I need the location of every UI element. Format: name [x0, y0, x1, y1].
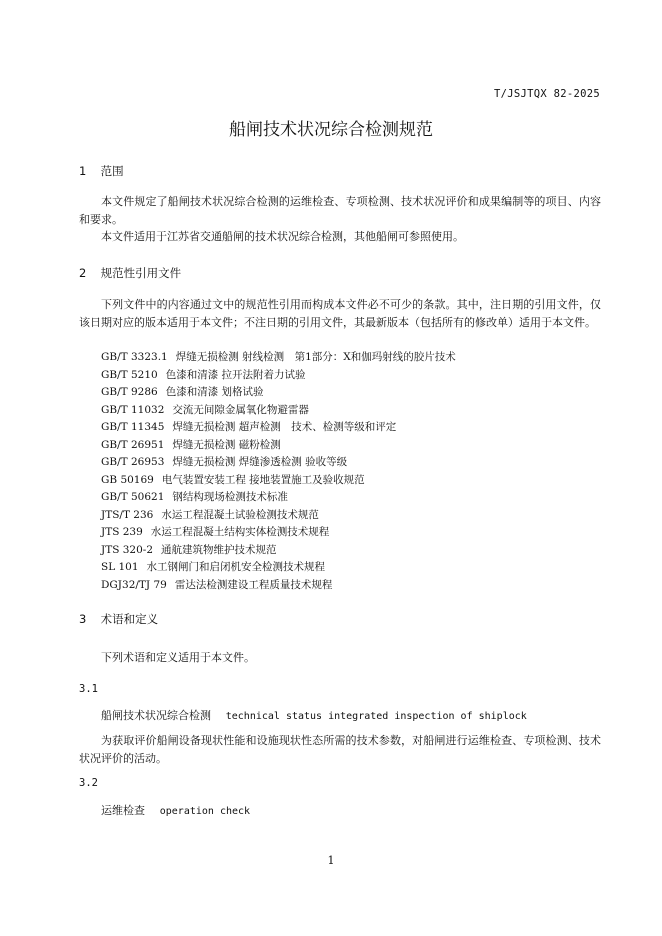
reference-code: GB/T 9286	[101, 386, 158, 398]
reference-title: 色漆和清漆 拉开法附着力试验	[165, 368, 306, 381]
reference-item	[101, 489, 456, 507]
term-definition: 为获取评价船闸设备现状性能和设施现状性态所需的技术参数，对船闸进行运维检查、专项检测、技术状况评价的活动。	[79, 734, 601, 765]
reference-title: 钢结构现场检测技术标准	[172, 491, 288, 503]
reference-code: GB/T 11032	[101, 403, 165, 416]
reference-code: JTS/T 236	[101, 508, 154, 521]
reference-code: GB/T 26951	[101, 438, 165, 451]
reference-item	[101, 419, 456, 437]
document-title: 船闸技术状况综合检测规范	[229, 120, 433, 140]
term-name-en: technical status integrated inspection of shiplock	[225, 711, 527, 722]
section-number: 3	[79, 612, 87, 626]
reference-item	[101, 507, 456, 525]
reference-title: 交流无间隙金属氧化物避雷器	[172, 403, 309, 416]
reference-code: GB/T 3323.1	[101, 351, 168, 363]
section-number: 1	[79, 164, 87, 178]
reference-item	[101, 349, 456, 367]
reference-item	[101, 577, 456, 595]
reference-list	[101, 349, 456, 594]
reference-title: 水运工程混凝土试验检测技术规范	[161, 508, 319, 521]
section-heading-terms	[79, 611, 158, 627]
section-heading-normative-refs	[79, 265, 181, 281]
reference-title: 焊缝无损检测 超声检测 技术、检测等级和评定	[172, 421, 397, 433]
reference-item	[101, 437, 456, 455]
term-name-zh: 运维检查	[101, 804, 145, 817]
normative-refs-intro: 下列文件中的内容通过文中的规范性引用而构成本文件必不可少的条款。其中，注日期的引用文件，仅该日期对应的版本适用于本文件；不注日期的引用文件，其最新版本（包括所有的修改单）适用于本文件。	[79, 298, 601, 329]
reference-title: 通航建筑物维护技术规范	[161, 543, 277, 556]
reference-title: 焊缝无损检测 焊缝渗透检测 验收等级	[172, 456, 348, 468]
scope-paragraph-1: 本文件规定了船闸技术状况综合检测的运维检查、专项检测、技术状况评价和成果编制等的项目、内容和要求。	[79, 195, 601, 226]
term-entry	[101, 802, 250, 818]
term-number: 3.2	[79, 777, 98, 789]
term-name-zh: 船闸技术状况综合检测	[101, 709, 211, 722]
reference-item	[101, 542, 456, 560]
reference-code: GB/T 11345	[101, 421, 165, 433]
page-number: 1	[327, 854, 335, 867]
reference-code: GB/T 26953	[101, 456, 165, 468]
reference-code: GB/T 50621	[101, 491, 165, 503]
reference-code: GB 50169	[101, 473, 154, 486]
reference-item	[101, 367, 456, 385]
standard-code: T/JSJTQX 82-2025	[494, 88, 600, 100]
section-title: 术语和定义	[100, 612, 159, 626]
reference-title: 色漆和清漆 划格试验	[165, 386, 264, 398]
reference-item	[101, 402, 456, 420]
reference-title: 水运工程混凝土结构实体检测技术规程	[150, 526, 330, 538]
section-number: 2	[79, 266, 87, 280]
reference-code: DGJ32/TJ 79	[101, 578, 167, 591]
term-name-en: operation check	[159, 806, 251, 817]
reference-item	[101, 472, 456, 490]
reference-item	[101, 454, 456, 472]
reference-item	[101, 384, 456, 402]
reference-title: 焊缝无损检测 磁粉检测	[172, 438, 281, 451]
reference-title: 水工钢闸门和启闭机安全检测技术规程	[146, 561, 326, 573]
section-title: 范围	[100, 164, 124, 178]
terms-intro: 下列术语和定义适用于本文件。	[101, 651, 255, 664]
reference-code: GB/T 5210	[101, 368, 158, 381]
section-title: 规范性引用文件	[100, 266, 182, 280]
reference-code: SL 101	[101, 561, 139, 573]
reference-title: 雷达法检测建设工程质量技术规程	[174, 578, 333, 591]
section-heading-scope	[79, 163, 124, 179]
reference-code: JTS 239	[101, 526, 143, 538]
reference-title: 焊缝无损检测 射线检测 第1部分：X和伽玛射线的胶片技术	[175, 351, 456, 363]
term-number: 3.1	[79, 683, 98, 695]
reference-item	[101, 559, 456, 577]
reference-item	[101, 524, 456, 542]
reference-title: 电气装置安装工程 接地装置施工及验收规范	[161, 473, 365, 486]
scope-paragraph-2: 本文件适用于江苏省交通船闸的技术状况综合检测，其他船闸可参照使用。	[101, 230, 464, 243]
reference-code: JTS 320-2	[101, 543, 154, 556]
term-entry	[101, 707, 527, 723]
